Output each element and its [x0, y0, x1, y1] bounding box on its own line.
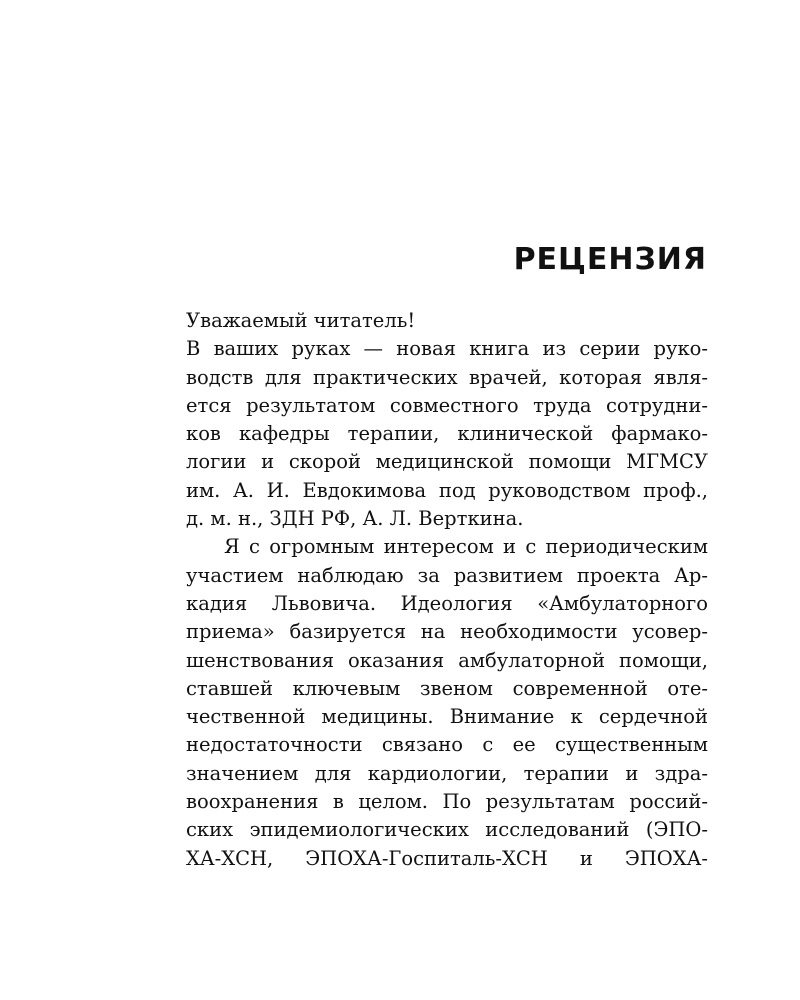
text-line: водств для практических врачей, которая явля-	[186, 365, 708, 389]
text-line: д. м. н., ЗДН РФ, А. Л. Верткина.	[186, 507, 524, 531]
text-line: им. А. И. Евдокимова под руководством проф.,	[186, 478, 708, 502]
text-line-paragraph-start: Я с огромным интересом и с периодическим	[224, 535, 708, 559]
text-line: ков кафедры терапии, клинической фармако-	[186, 422, 708, 446]
text-line: ХА-ХСН, ЭПОХА-Госпиталь-ХСН и ЭПОХА-	[186, 846, 708, 870]
text-line-salutation: Уважаемый читатель!	[186, 309, 416, 332]
text-line: ских эпидемиологических исследований (ЭПО-	[186, 818, 708, 842]
text-line: В ваших руках — новая книга из серии руко-	[186, 337, 708, 361]
page-title: РЕЦЕНЗИЯ	[513, 242, 707, 277]
text-line: ется результатом совместного труда сотрудни-	[186, 393, 708, 417]
text-line: значением для кардиологии, терапии и здра-	[186, 761, 708, 785]
review-text	[186, 307, 708, 873]
text-line: приема» базируется на необходимости усовер-	[186, 620, 708, 644]
text-line: участием наблюдаю за развитием проекта Ар-	[186, 563, 708, 587]
text-line: логии и скорой медицинской помощи МГМСУ	[186, 450, 708, 474]
text-line: недостаточности связано с ее существенным	[186, 733, 708, 757]
text-line: ставшей ключевым звеном современной оте-	[186, 676, 708, 700]
text-line: шенствования оказания амбулаторной помощи,	[186, 648, 708, 672]
text-line: кадия Львовича. Идеология «Амбулаторного	[186, 591, 708, 615]
text-line: чественной медицины. Внимание к сердечной	[186, 705, 708, 729]
text-line: воохранения в целом. По результатам россий-	[186, 790, 708, 814]
